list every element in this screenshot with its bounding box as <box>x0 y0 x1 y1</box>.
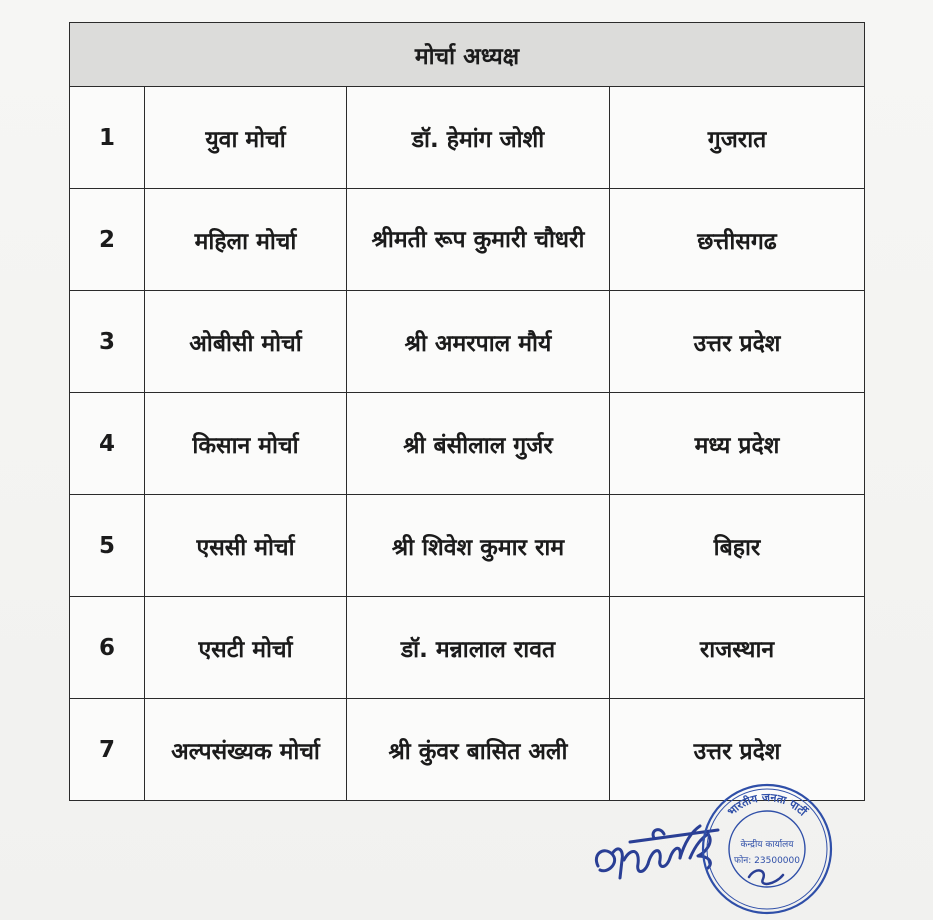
state-name: मध्य प्रदेश <box>610 393 865 495</box>
serial-number: 4 <box>70 393 145 495</box>
morcha-name: महिला मोर्चा <box>145 189 347 291</box>
morcha-name: अल्पसंख्यक मोर्चा <box>145 699 347 801</box>
president-name: श्री कुंवर बासित अली <box>347 699 610 801</box>
morcha-name: किसान मोर्चा <box>145 393 347 495</box>
state-name: बिहार <box>610 495 865 597</box>
morcha-name: युवा मोर्चा <box>145 87 347 189</box>
morcha-presidents-table <box>69 22 865 801</box>
morcha-name: एसटी मोर्चा <box>145 597 347 699</box>
table-row <box>70 189 865 291</box>
table-title: मोर्चा अध्यक्ष <box>70 23 865 87</box>
president-name: श्री बंसीलाल गुर्जर <box>347 393 610 495</box>
state-name: उत्तर प्रदेश <box>610 699 865 801</box>
table-row <box>70 393 865 495</box>
serial-number: 2 <box>70 189 145 291</box>
president-name: डॉ. मन्नालाल रावत <box>347 597 610 699</box>
state-name: राजस्थान <box>610 597 865 699</box>
president-name: डॉ. हेमांग जोशी <box>347 87 610 189</box>
table-row <box>70 597 865 699</box>
serial-number: 7 <box>70 699 145 801</box>
serial-number: 1 <box>70 87 145 189</box>
president-name: श्री शिवेश कुमार राम <box>347 495 610 597</box>
morcha-name: एससी मोर्चा <box>145 495 347 597</box>
table-row <box>70 495 865 597</box>
morcha-name: ओबीसी मोर्चा <box>145 291 347 393</box>
table-title-row <box>70 23 865 87</box>
serial-number: 5 <box>70 495 145 597</box>
state-name: उत्तर प्रदेश <box>610 291 865 393</box>
table-row <box>70 291 865 393</box>
president-name: श्रीमती रूप कुमारी चौधरी <box>347 189 610 291</box>
serial-number: 6 <box>70 597 145 699</box>
svg-text:फोन: 23500000: फोन: 23500000 <box>734 856 800 866</box>
svg-text:भारतीय जनता पार्टी: भारतीय जनता पार्टी <box>724 790 810 819</box>
party-office-seal <box>697 779 837 919</box>
state-name: छत्तीसगढ <box>610 189 865 291</box>
table-row <box>70 87 865 189</box>
president-name: श्री अमरपाल मौर्य <box>347 291 610 393</box>
state-name: गुजरात <box>610 87 865 189</box>
serial-number: 3 <box>70 291 145 393</box>
svg-text:केन्द्रीय कार्यालय: केन्द्रीय कार्यालय <box>740 840 794 850</box>
